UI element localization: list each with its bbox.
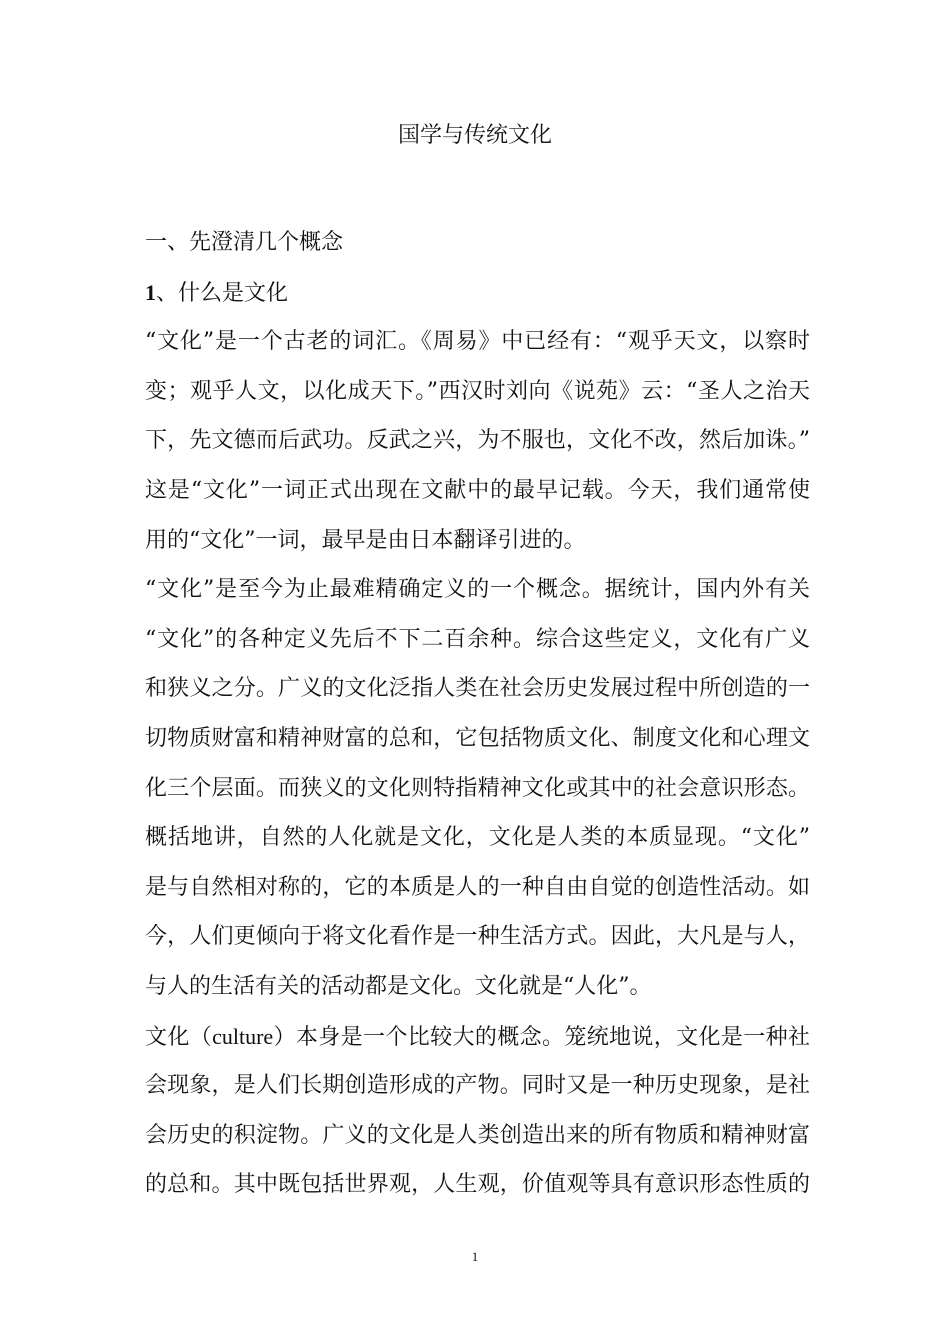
paragraph-line: “文化”的各种定义先后不下二百余种。综合这些定义，文化有广义	[145, 626, 810, 652]
paragraph-line: “文化”是一个古老的词汇。《周易》中已经有：“观乎天文，以察时	[145, 329, 810, 355]
paragraph-line: 这是“文化”一词正式出现在文献中的最早记载。今天，我们通常使	[145, 477, 810, 503]
section-heading: 一、先澄清几个概念	[145, 230, 344, 255]
document-body	[145, 218, 810, 1210]
paragraph-line: 会现象，是人们长期创造形成的产物。同时又是一种历史现象，是社	[145, 1073, 810, 1099]
paragraph-line: 和狭义之分。广义的文化泛指人类在社会历史发展过程中所创造的一	[145, 676, 810, 702]
subsection-heading	[145, 268, 810, 318]
paragraph-line: 概括地讲，自然的人化就是文化，文化是人类的本质显现。“文化”	[145, 825, 810, 851]
paragraph-line: 下，先文德而后武功。反武之兴，为不服也，文化不改，然后加诛。”	[145, 428, 810, 454]
paragraph-line: 用的“文化”一词，最早是由日本翻译引进的。	[145, 527, 586, 553]
page-number: 1	[471, 1249, 479, 1264]
paragraph-line: “文化”是至今为止最难精确定义的一个概念。据统计，国内外有关	[145, 577, 810, 603]
text-segment: 文化（	[145, 1024, 213, 1050]
paragraph-line: 是与自然相对称的，它的本质是人的一种自由自觉的创造性活动。如	[145, 874, 810, 900]
paragraph-line: 会历史的积淀物。广义的文化是人类创造出来的所有物质和精神财富	[145, 1122, 810, 1148]
paragraph-line: 的总和。其中既包括世界观，人生观，价值观等具有意识形态性质的	[145, 1172, 810, 1198]
paragraph-line: 化三个层面。而狭义的文化则特指精神文化或其中的社会意识形态。	[145, 775, 810, 801]
text-segment: ）本身是一个比较大的概念。笼统地说，文化是一种社	[273, 1024, 810, 1050]
subsection-number: 1	[145, 279, 156, 305]
subsection-title: 、什么是文化	[156, 280, 289, 306]
latin-term: culture	[212, 1023, 274, 1049]
paragraph-line: 与人的生活有关的活动都是文化。文化就是“人化”。	[145, 973, 652, 999]
paragraph-line: 今，人们更倾向于将文化看作是一种生活方式。因此，大凡是与人，	[145, 924, 810, 950]
paragraph-line	[145, 1012, 810, 1062]
paragraph-line: 切物质财富和精神财富的总和，它包括物质文化、制度文化和心理文	[145, 725, 810, 751]
document-title: 国学与传统文化	[397, 123, 552, 148]
paragraph-line: 变；观乎人文，以化成天下。”西汉时刘向《说苑》云：“圣人之治天	[145, 378, 810, 404]
